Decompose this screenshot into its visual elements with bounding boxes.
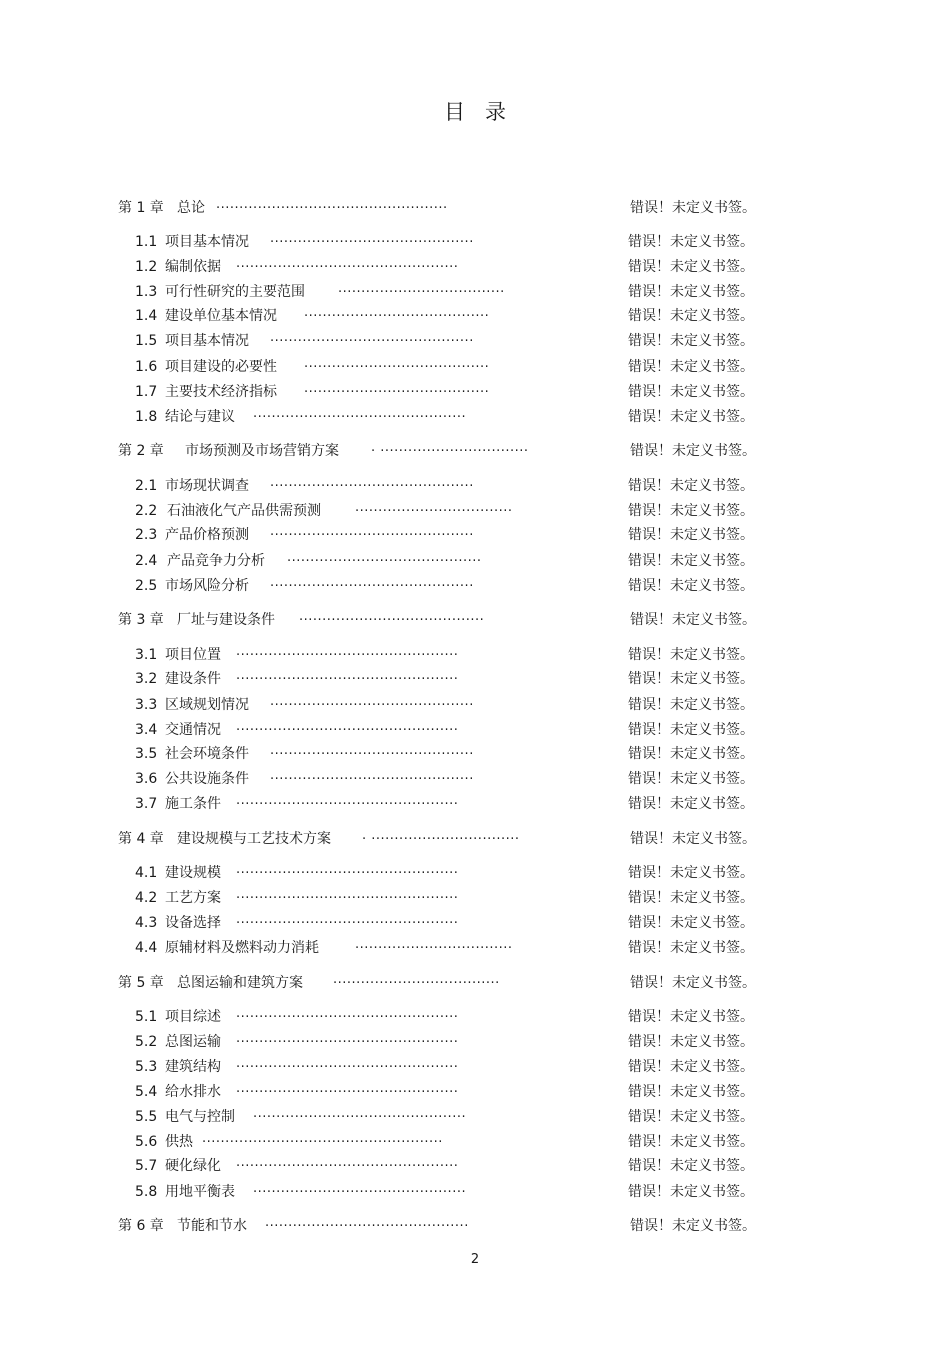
toc-entry-number: 1.1 xyxy=(135,234,158,250)
toc-page-reference: 错误！未定义书签。 xyxy=(630,1218,756,1234)
toc-section-entry[interactable] xyxy=(0,669,950,689)
toc-page-reference: 错误！未定义书签。 xyxy=(628,940,754,956)
toc-entry-number: 3.5 xyxy=(135,746,158,762)
dot-leader: .................................. xyxy=(355,937,513,952)
dot-leader: .................................... xyxy=(338,281,505,296)
dot-leader: ............................................ xyxy=(270,694,474,709)
toc-page-reference: 错误！未定义书签。 xyxy=(630,831,756,847)
toc-section-entry[interactable] xyxy=(0,913,950,933)
toc-section-entry[interactable] xyxy=(0,1156,950,1176)
toc-entry-number: 3.7 xyxy=(135,796,158,812)
toc-entry-title: 建筑结构 xyxy=(165,1059,221,1075)
toc-entry-number: 3.2 xyxy=(135,671,158,687)
toc-entry-title: 总图运输和建筑方案 xyxy=(177,975,303,991)
toc-section-entry[interactable] xyxy=(0,744,950,764)
toc-page-reference: 错误！未定义书签。 xyxy=(628,259,754,275)
toc-entry-title: 给水排水 xyxy=(165,1084,221,1100)
dot-leader: ............................................ xyxy=(270,575,474,590)
toc-section-entry[interactable] xyxy=(0,476,950,496)
toc-section-entry[interactable] xyxy=(0,695,950,715)
toc-page-reference: 错误！未定义书签。 xyxy=(628,359,754,375)
toc-entry-number: 第 2 章 xyxy=(118,443,164,459)
dot-leader: ................................................ xyxy=(236,1031,459,1046)
toc-page-reference: 错误！未定义书签。 xyxy=(628,308,754,324)
toc-section-entry[interactable] xyxy=(0,1082,950,1102)
toc-entry-number: 1.6 xyxy=(135,359,158,375)
dot-leader: ........................................ xyxy=(304,305,490,320)
toc-entry-title: 区域规划情况 xyxy=(165,697,249,713)
toc-entry-number: 1.8 xyxy=(135,409,158,425)
toc-title-char-2: 录 xyxy=(485,100,506,124)
toc-section-entry[interactable] xyxy=(0,1057,950,1077)
dot-leader: . ................................ xyxy=(362,828,520,843)
toc-entry-number: 5.1 xyxy=(135,1009,158,1025)
toc-entry-title: 石油液化气产品供需预测 xyxy=(167,503,321,519)
toc-entry-title: 项目基本情况 xyxy=(165,234,249,250)
dot-leader: ................................................ xyxy=(236,1056,459,1071)
dot-leader: .................................. xyxy=(355,500,513,515)
toc-page-reference: 错误！未定义书签。 xyxy=(628,746,754,762)
dot-leader: ................................................ xyxy=(236,887,459,902)
toc-page-reference: 错误！未定义书签。 xyxy=(628,771,754,787)
toc-entry-number: 1.7 xyxy=(135,384,158,400)
toc-entry-number: 3.3 xyxy=(135,697,158,713)
toc-section-entry[interactable] xyxy=(0,794,950,814)
toc-entry-title: 建设条件 xyxy=(165,671,221,687)
dot-leader: ................................................ xyxy=(236,793,459,808)
dot-leader: .................................................... xyxy=(202,1131,443,1146)
toc-page-reference: 错误！未定义书签。 xyxy=(628,234,754,250)
toc-entry-title: 施工条件 xyxy=(165,796,221,812)
toc-chapter-entry[interactable] xyxy=(0,829,950,849)
toc-section-entry[interactable] xyxy=(0,407,950,427)
toc-entry-title: 主要技术经济指标 xyxy=(165,384,277,400)
toc-section-entry[interactable] xyxy=(0,1182,950,1202)
toc-entry-title: 电气与控制 xyxy=(165,1109,235,1125)
dot-leader: .............................................. xyxy=(253,1181,467,1196)
toc-entry-title: 总图运输 xyxy=(165,1034,221,1050)
toc-page-reference: 错误！未定义书签。 xyxy=(628,722,754,738)
toc-entry-number: 2.2 xyxy=(135,503,158,519)
toc-page-reference: 错误！未定义书签。 xyxy=(628,697,754,713)
dot-leader: .......................................... xyxy=(287,550,482,565)
toc-entry-number: 1.5 xyxy=(135,333,158,349)
toc-entry-title: 结论与建议 xyxy=(165,409,235,425)
toc-section-entry[interactable] xyxy=(0,525,950,545)
toc-entry-title: 建设规模 xyxy=(165,865,221,881)
dot-leader: ................................................ xyxy=(236,719,459,734)
toc-entry-title: 项目建设的必要性 xyxy=(165,359,277,375)
toc-page-reference: 错误！未定义书签。 xyxy=(628,1009,754,1025)
toc-page-reference: 错误！未定义书签。 xyxy=(630,612,756,628)
toc-entry-number: 5.6 xyxy=(135,1134,158,1150)
toc-page-reference: 错误！未定义书签。 xyxy=(628,553,754,569)
toc-page-reference: 错误！未定义书签。 xyxy=(628,1184,754,1200)
toc-page-reference: 错误！未定义书签。 xyxy=(628,333,754,349)
toc-page-reference: 错误！未定义书签。 xyxy=(628,915,754,931)
toc-entry-number: 4.1 xyxy=(135,865,158,881)
toc-section-entry[interactable] xyxy=(0,232,950,252)
toc-section-entry[interactable] xyxy=(0,551,950,571)
toc-chapter-entry[interactable] xyxy=(0,1216,950,1236)
dot-leader: ........................................ xyxy=(299,609,485,624)
toc-section-entry[interactable] xyxy=(0,645,950,665)
dot-leader: ............................................ xyxy=(265,1215,469,1230)
toc-page-reference: 错误！未定义书签。 xyxy=(628,890,754,906)
toc-entry-number: 2.3 xyxy=(135,527,158,543)
toc-section-entry[interactable] xyxy=(0,382,950,402)
dot-leader: ............................................ xyxy=(270,768,474,783)
toc-section-entry[interactable] xyxy=(0,1132,950,1152)
toc-entry-number: 1.4 xyxy=(135,308,158,324)
toc-page-reference: 错误！未定义书签。 xyxy=(628,284,754,300)
toc-chapter-entry[interactable] xyxy=(0,441,950,461)
toc-section-entry[interactable] xyxy=(0,720,950,740)
dot-leader: ................................................ xyxy=(236,1155,459,1170)
toc-section-entry[interactable] xyxy=(0,357,950,377)
toc-entry-title: 项目位置 xyxy=(165,647,221,663)
toc-page-reference: 错误！未定义书签。 xyxy=(628,865,754,881)
toc-entry-title: 厂址与建设条件 xyxy=(177,612,275,628)
toc-section-entry[interactable] xyxy=(0,501,950,521)
dot-leader: ........................................ xyxy=(304,356,490,371)
toc-section-entry[interactable] xyxy=(0,576,950,596)
toc-entry-title: 设备选择 xyxy=(165,915,221,931)
dot-leader: ................................................ xyxy=(236,644,459,659)
toc-entry-title: 项目综述 xyxy=(165,1009,221,1025)
dot-leader: ................................................ xyxy=(236,256,459,271)
toc-section-entry[interactable] xyxy=(0,257,950,277)
toc-page-reference: 错误！未定义书签。 xyxy=(628,1084,754,1100)
dot-leader: .................................................. xyxy=(216,197,448,212)
dot-leader: .............................................. xyxy=(253,1106,467,1121)
dot-leader: ............................................ xyxy=(270,231,474,246)
toc-section-entry[interactable] xyxy=(0,331,950,351)
toc-entry-title: 市场现状调查 xyxy=(165,478,249,494)
toc-entry-number: 5.4 xyxy=(135,1084,158,1100)
dot-leader: ............................................ xyxy=(270,330,474,345)
toc-section-entry[interactable] xyxy=(0,938,950,958)
dot-leader: ............................................ xyxy=(270,743,474,758)
toc-chapter-entry[interactable] xyxy=(0,198,950,218)
dot-leader: ............................................ xyxy=(270,475,474,490)
toc-entry-title: 供热 xyxy=(165,1134,193,1150)
toc-entry-number: 4.4 xyxy=(135,940,158,956)
dot-leader: ................................................ xyxy=(236,912,459,927)
toc-entry-number: 5.7 xyxy=(135,1158,158,1174)
toc-page-reference: 错误！未定义书签。 xyxy=(628,1158,754,1174)
toc-page-reference: 错误！未定义书签。 xyxy=(630,975,756,991)
toc-entry-title: 原辅材料及燃料动力消耗 xyxy=(165,940,319,956)
dot-leader: . ................................ xyxy=(371,440,529,455)
toc-page-reference: 错误！未定义书签。 xyxy=(628,384,754,400)
toc-section-entry[interactable] xyxy=(0,306,950,326)
toc-page-reference: 错误！未定义书签。 xyxy=(630,443,756,459)
toc-chapter-entry[interactable] xyxy=(0,973,950,993)
dot-leader: ............................................ xyxy=(270,524,474,539)
toc-entry-number: 3.4 xyxy=(135,722,158,738)
dot-leader: .............................................. xyxy=(253,406,467,421)
toc-page-reference: 错误！未定义书签。 xyxy=(628,503,754,519)
toc-page-reference: 错误！未定义书签。 xyxy=(628,1134,754,1150)
page-number: 2 xyxy=(470,1252,480,1267)
toc-page-reference: 错误！未定义书签。 xyxy=(628,578,754,594)
toc-entry-title: 公共设施条件 xyxy=(165,771,249,787)
toc-chapter-entry[interactable] xyxy=(0,610,950,630)
toc-entry-title: 市场预测及市场营销方案 xyxy=(185,443,339,459)
toc-entry-title: 总论 xyxy=(177,200,205,216)
toc-entry-title: 工艺方案 xyxy=(165,890,221,906)
toc-page-reference: 错误！未定义书签。 xyxy=(628,478,754,494)
dot-leader: .................................... xyxy=(333,972,500,987)
toc-page-reference: 错误！未定义书签。 xyxy=(628,1109,754,1125)
toc-entry-title: 项目基本情况 xyxy=(165,333,249,349)
toc-entry-number: 4.2 xyxy=(135,890,158,906)
dot-leader: ........................................ xyxy=(304,381,490,396)
toc-entry-number: 5.2 xyxy=(135,1034,158,1050)
toc-section-entry[interactable] xyxy=(0,769,950,789)
toc-entry-title: 编制依据 xyxy=(165,259,221,275)
toc-entry-title: 社会环境条件 xyxy=(165,746,249,762)
toc-entry-number: 5.5 xyxy=(135,1109,158,1125)
toc-entry-number: 第 6 章 xyxy=(118,1218,164,1234)
toc-title xyxy=(0,96,950,126)
toc-entry-number: 第 4 章 xyxy=(118,831,164,847)
toc-entry-title: 市场风险分析 xyxy=(165,578,249,594)
toc-entry-title: 建设单位基本情况 xyxy=(165,308,277,324)
dot-leader: ................................................ xyxy=(236,668,459,683)
toc-entry-title: 建设规模与工艺技术方案 xyxy=(177,831,331,847)
toc-entry-number: 2.4 xyxy=(135,553,158,569)
toc-entry-number: 3.6 xyxy=(135,771,158,787)
toc-entry-title: 用地平衡表 xyxy=(165,1184,235,1200)
toc-entry-title: 硬化绿化 xyxy=(165,1158,221,1174)
toc-section-entry[interactable] xyxy=(0,888,950,908)
toc-section-entry[interactable] xyxy=(0,863,950,883)
toc-entry-number: 3.1 xyxy=(135,647,158,663)
toc-page-reference: 错误！未定义书签。 xyxy=(628,409,754,425)
toc-entry-number: 第 5 章 xyxy=(118,975,164,991)
toc-entry-number: 5.3 xyxy=(135,1059,158,1075)
toc-entry-title: 可行性研究的主要范围 xyxy=(165,284,305,300)
toc-page-reference: 错误！未定义书签。 xyxy=(628,796,754,812)
toc-entry-number: 5.8 xyxy=(135,1184,158,1200)
dot-leader: ................................................ xyxy=(236,1006,459,1021)
toc-page-reference: 错误！未定义书签。 xyxy=(630,200,756,216)
toc-page-reference: 错误！未定义书签。 xyxy=(628,527,754,543)
dot-leader: ................................................ xyxy=(236,862,459,877)
toc-entry-number: 4.3 xyxy=(135,915,158,931)
toc-section-entry[interactable] xyxy=(0,1032,950,1052)
dot-leader: ................................................ xyxy=(236,1081,459,1096)
toc-title-char-1: 目 xyxy=(444,100,465,124)
toc-page-reference: 错误！未定义书签。 xyxy=(628,1059,754,1075)
toc-entry-title: 交通情况 xyxy=(165,722,221,738)
toc-entry-title: 产品价格预测 xyxy=(165,527,249,543)
toc-entry-number: 1.3 xyxy=(135,284,158,300)
toc-entry-number: 1.2 xyxy=(135,259,158,275)
toc-page-reference: 错误！未定义书签。 xyxy=(628,647,754,663)
toc-page-reference: 错误！未定义书签。 xyxy=(628,671,754,687)
toc-section-entry[interactable] xyxy=(0,1107,950,1127)
toc-entry-number: 2.5 xyxy=(135,578,158,594)
toc-entry-number: 第 1 章 xyxy=(118,200,164,216)
toc-page-reference: 错误！未定义书签。 xyxy=(628,1034,754,1050)
toc-entry-title: 节能和节水 xyxy=(177,1218,247,1234)
toc-section-entry[interactable] xyxy=(0,1007,950,1027)
toc-entry-title: 产品竞争力分析 xyxy=(167,553,265,569)
toc-section-entry[interactable] xyxy=(0,282,950,302)
toc-entry-number: 第 3 章 xyxy=(118,612,164,628)
toc-entry-number: 2.1 xyxy=(135,478,158,494)
